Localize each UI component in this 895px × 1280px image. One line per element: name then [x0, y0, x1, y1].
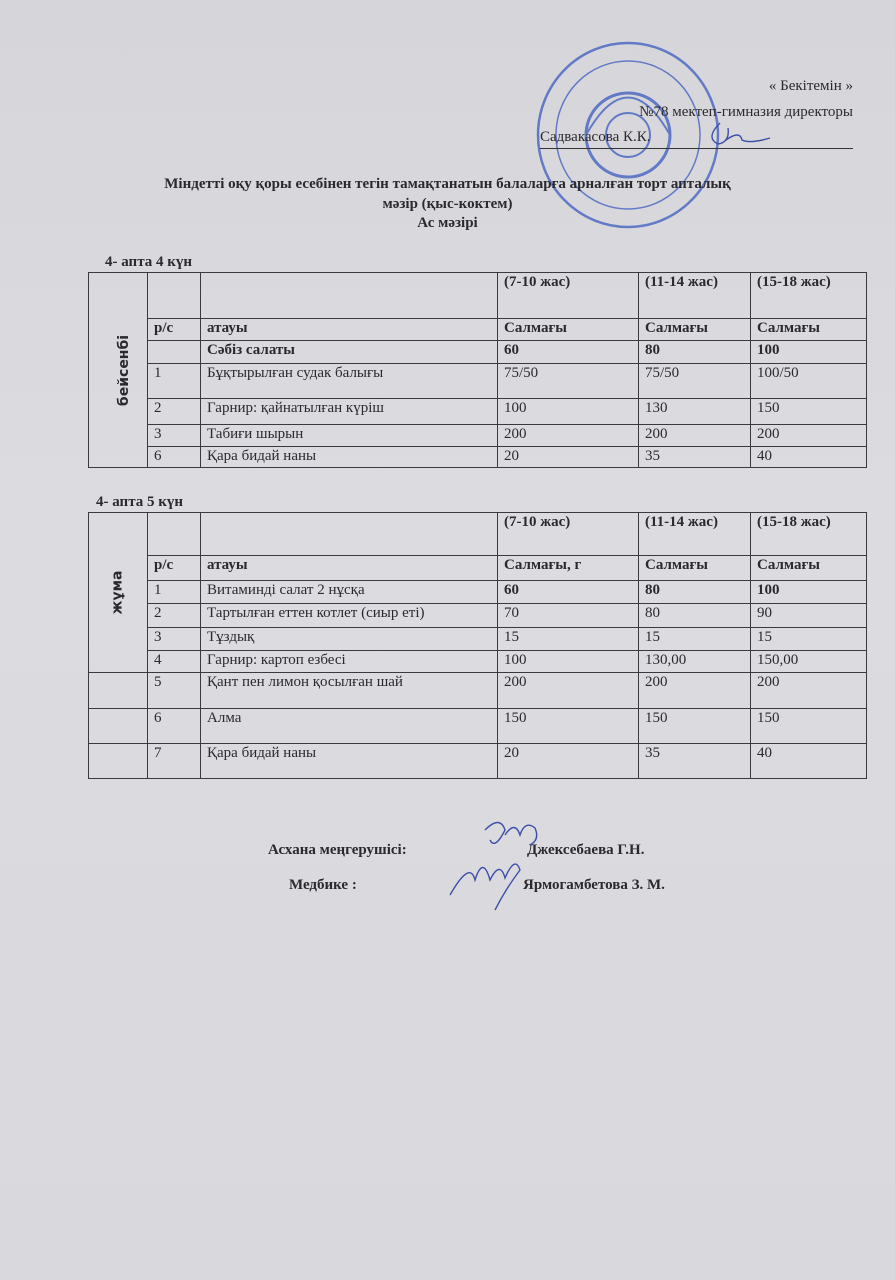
table-row: 1 Витаминді салат 2 нұсқа 60 80 100 — [89, 581, 867, 604]
age-header: (11-14 жас) — [639, 273, 751, 319]
table-row: 7 Қара бидай наны 20 35 40 — [89, 744, 867, 779]
age-header: (15-18 жас) — [751, 513, 867, 556]
day-label: бейсенбі — [89, 273, 148, 468]
week-day-label-1: 4- апта 4 күн — [105, 254, 193, 270]
table-row: 3 Тұздық 15 15 15 — [89, 628, 867, 651]
table-row: 6 Алма 150 150 150 — [89, 709, 867, 744]
table-row: 1 Бұқтырылған судак балығы 75/50 75/50 100/50 — [89, 364, 867, 399]
document-title: Міндетті оқу қоры есебінен тегін тамақтанатын балаларға арналған торт апталық — [164, 176, 731, 192]
day-label: жұма — [89, 513, 148, 673]
col-header: атауы — [201, 319, 498, 341]
col-header: Салмағы — [639, 319, 751, 341]
col-header: р/с — [148, 556, 201, 581]
table-row: 5 Қант пен лимон қосылған шай 200 200 200 — [89, 673, 867, 709]
col-header: Салмағы — [751, 556, 867, 581]
canteen-head-name: Джексебаева Г.Н. — [527, 842, 645, 858]
age-header: (11-14 жас) — [639, 513, 751, 556]
table-row: 2 Тартылған еттен котлет (сиыр еті) 70 80 90 — [89, 604, 867, 628]
nurse-name: Ярмогамбетова З. М. — [523, 877, 665, 893]
table-row: 2 Гарнир: қайнатылған күріш 100 130 150 — [89, 399, 867, 425]
col-header: Салмағы — [639, 556, 751, 581]
menu-table-friday — [88, 512, 867, 779]
director-signature — [700, 118, 780, 150]
week-day-label-2: 4- апта 5 күн — [96, 494, 184, 510]
column-header-row — [89, 556, 867, 581]
table-row: 6 Қара бидай наны 20 35 40 — [89, 447, 867, 468]
approval-label: « Бекітемін » — [768, 78, 853, 94]
document-subtitle: мәзір (қыс-коктем) — [382, 196, 513, 212]
col-header: Салмағы — [498, 319, 639, 341]
nurse-role: Медбике : — [289, 877, 357, 893]
age-header: (7-10 жас) — [498, 273, 639, 319]
menu-table-thursday — [88, 272, 867, 468]
col-header: Салмағы, г — [498, 556, 639, 581]
approval-position: №78 мектеп-гимназия директоры — [639, 104, 853, 120]
menu-title: Ас мәзірі — [417, 215, 478, 231]
table-row: Сәбіз салаты 60 80 100 — [89, 341, 867, 364]
handwritten-signatures — [445, 810, 555, 915]
column-header-row — [89, 319, 867, 341]
col-header: атауы — [201, 556, 498, 581]
age-header: (15-18 жас) — [751, 273, 867, 319]
age-header: (7-10 жас) — [498, 513, 639, 556]
col-header: Салмағы — [751, 319, 867, 341]
approval-director-name: Садвакасова К.К. — [540, 127, 853, 149]
canteen-head-role: Асхана меңгерушісі: — [268, 842, 407, 858]
table-row: 4 Гарнир: картоп езбесі 100 130,00 150,00 — [89, 651, 867, 673]
col-header: р/с — [148, 319, 201, 341]
table-row: 3 Табиғи шырын 200 200 200 — [89, 425, 867, 447]
